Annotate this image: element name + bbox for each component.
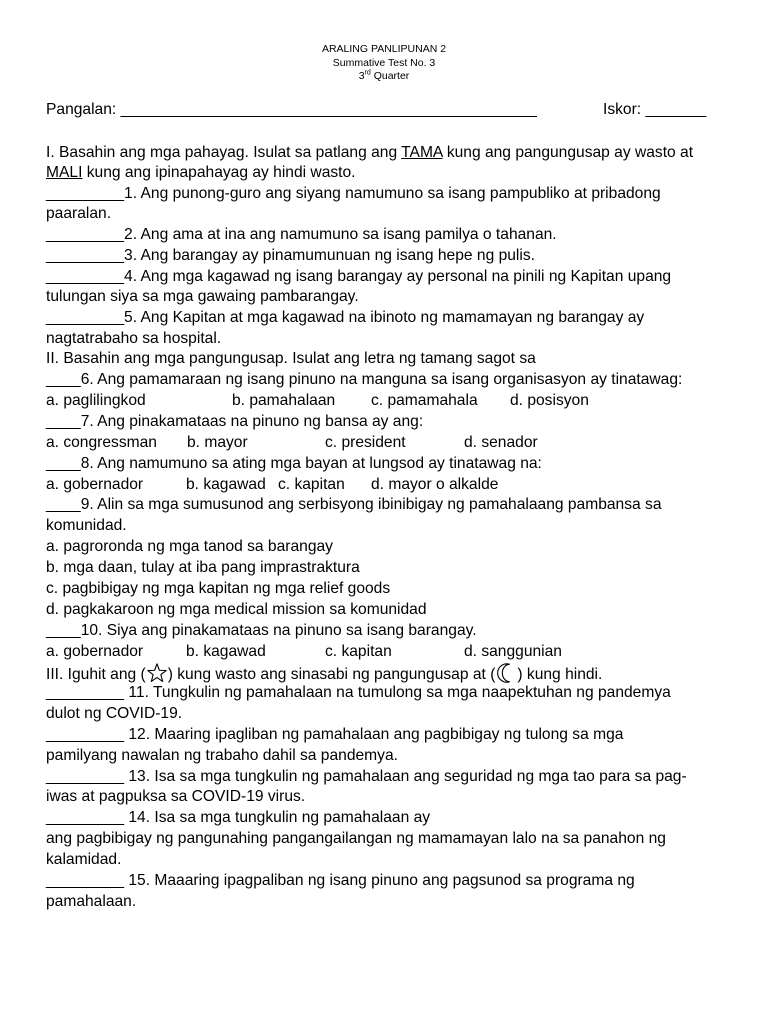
question-13-cont: iwas at pagpuksa sa COVID-19 virus. <box>46 788 306 805</box>
part3-instr-text: III. Iguhit ang ( <box>46 666 146 683</box>
question-5: _________5. Ang Kapitan at mga kagawad na ibinoto ng mamamayan ng barangay ay <box>46 309 645 326</box>
mali-keyword: MALI <box>46 164 83 181</box>
option-c: c. pamamahala <box>371 392 478 409</box>
part1-instr-text: I. Basahin ang mga pahayag. Isulat sa patlang ang <box>46 144 402 161</box>
question-12-cont: pamilyang nawalan ng trabaho dahil sa pandemya. <box>46 747 398 764</box>
question-9-cont: komunidad. <box>46 517 127 534</box>
question-8-options <box>46 475 726 495</box>
question-4-cont: tulungan siya sa mga gawaing pambarangay. <box>46 288 359 305</box>
option-d: d. mayor o alkalde <box>371 476 499 493</box>
question-15: _________ 15. Maaaring ipagpaliban ng isang pinuno ang pagsunod sa programa ng <box>46 872 635 889</box>
question-7-options <box>46 433 726 453</box>
question-9-option-d: d. pagkakaroon ng mga medical mission sa komunidad <box>46 601 427 618</box>
option-b: b. pamahalaan <box>232 392 336 409</box>
question-4: _________4. Ang mga kagawad ng isang barangay ay personal na pinili ng Kapitan upang <box>46 268 672 285</box>
part3-instruction <box>46 662 602 685</box>
question-2: _________2. Ang ama at ina ang namumuno sa isang pamilya o tahanan. <box>46 226 557 243</box>
option-c: c. kapitan <box>325 643 392 660</box>
question-3: _________3. Ang barangay ay pinamumunuan ng isang hepe ng pulis. <box>46 247 535 264</box>
option-c: c. kapitan <box>278 476 345 493</box>
question-6: ____6. Ang pamamaraan ng isang pinuno na manguna sa isang organisasyon ay tinatawag: <box>46 371 683 388</box>
star-icon <box>146 662 168 684</box>
option-a: a. gobernador <box>46 643 144 660</box>
part1-instruction-line2 <box>46 163 356 183</box>
question-7: ____7. Ang pinakamataas na pinuno ng bansa ay ang: <box>46 413 424 430</box>
question-1: _________1. Ang punong-guro ang siyang namumuno sa isang pampubliko at pribadong <box>46 185 661 202</box>
question-14-cont: ang pagbibigay ng pangunahing pangangailangan ng mamamayan lalo na sa panahon ng <box>46 830 666 847</box>
question-10: ____10. Siya ang pinakamataas na pinuno sa isang barangay. <box>46 622 477 639</box>
question-9-option-c: c. pagbibigay ng mga kapitan ng mga relief goods <box>46 580 391 597</box>
score-field[interactable]: Iskor: _______ <box>603 101 707 118</box>
moon-icon <box>495 662 517 684</box>
option-a: a. congressman <box>46 434 157 451</box>
question-14: _________ 14. Isa sa mga tungkulin ng pamahalaan ay <box>46 809 431 826</box>
quarter-word: Quarter <box>370 70 410 82</box>
part2-instruction: II. Basahin ang mga pangungusap. Isulat ang letra ng tamang sagot sa <box>46 350 536 367</box>
subject-title: ARALING PANLIPUNAN 2 <box>321 43 447 55</box>
option-d: d. senador <box>464 434 538 451</box>
option-a: a. paglilingkod <box>46 392 146 409</box>
quarter-number: 3 <box>358 70 365 82</box>
part3-instr-text: ) kung hindi. <box>517 666 603 683</box>
question-14-cont2: kalamidad. <box>46 851 122 868</box>
option-b: b. kagawad <box>186 643 266 660</box>
question-1-cont: paaralan. <box>46 205 112 222</box>
test-title: Summative Test No. 3 <box>332 56 436 69</box>
option-c: c. president <box>325 434 406 451</box>
option-b: b. kagawad <box>186 476 266 493</box>
tama-keyword: TAMA <box>401 144 443 161</box>
part1-instruction-line1 <box>46 143 693 163</box>
option-a: a. gobernador <box>46 476 144 493</box>
question-5-cont: nagtatrabaho sa hospital. <box>46 330 222 347</box>
question-9-option-b: b. mga daan, tulay at iba pang imprastraktura <box>46 559 360 576</box>
question-6-options <box>46 391 726 411</box>
question-15-cont: pamahalaan. <box>46 893 137 910</box>
question-9: ____9. Alin sa mga sumusunod ang serbisyong ibinibigay ng pamahalaang pambansa sa <box>46 496 662 513</box>
option-d: d. posisyon <box>510 392 589 409</box>
question-13: _________ 13. Isa sa mga tungkulin ng pamahalaan ang seguridad ng mga tao para sa pag- <box>46 768 687 785</box>
question-11: _________ 11. Tungkulin ng pamahalaan na tumulong sa mga naapektuhan ng pandemya <box>46 684 671 701</box>
option-b: b. mayor <box>187 434 248 451</box>
question-9-option-a: a. pagroronda ng mga tanod sa barangay <box>46 538 333 555</box>
name-field[interactable]: Pangalan: ________________________________________________ <box>46 101 537 118</box>
question-10-options <box>46 642 726 662</box>
quarter-suffix: rd <box>364 69 371 77</box>
question-8: ____8. Ang namumuno sa ating mga bayan at lungsod ay tinatawag na: <box>46 455 542 472</box>
part1-instr-text: kung ang ipinapahayag ay hindi wasto. <box>82 164 356 181</box>
question-11-cont: dulot ng COVID-19. <box>46 705 183 722</box>
part1-instr-text: kung ang pangungusap ay wasto at <box>442 144 694 161</box>
part3-instr-text: ) kung wasto ang sinasabi ng pangungusap at ( <box>167 666 496 683</box>
option-d: d. sanggunian <box>464 643 562 660</box>
quarter-title <box>0 70 768 84</box>
question-12: _________ 12. Maaring ipagliban ng pamahalaan ang pagbibigay ng tulong sa mga <box>46 726 624 743</box>
worksheet-header <box>0 43 768 84</box>
